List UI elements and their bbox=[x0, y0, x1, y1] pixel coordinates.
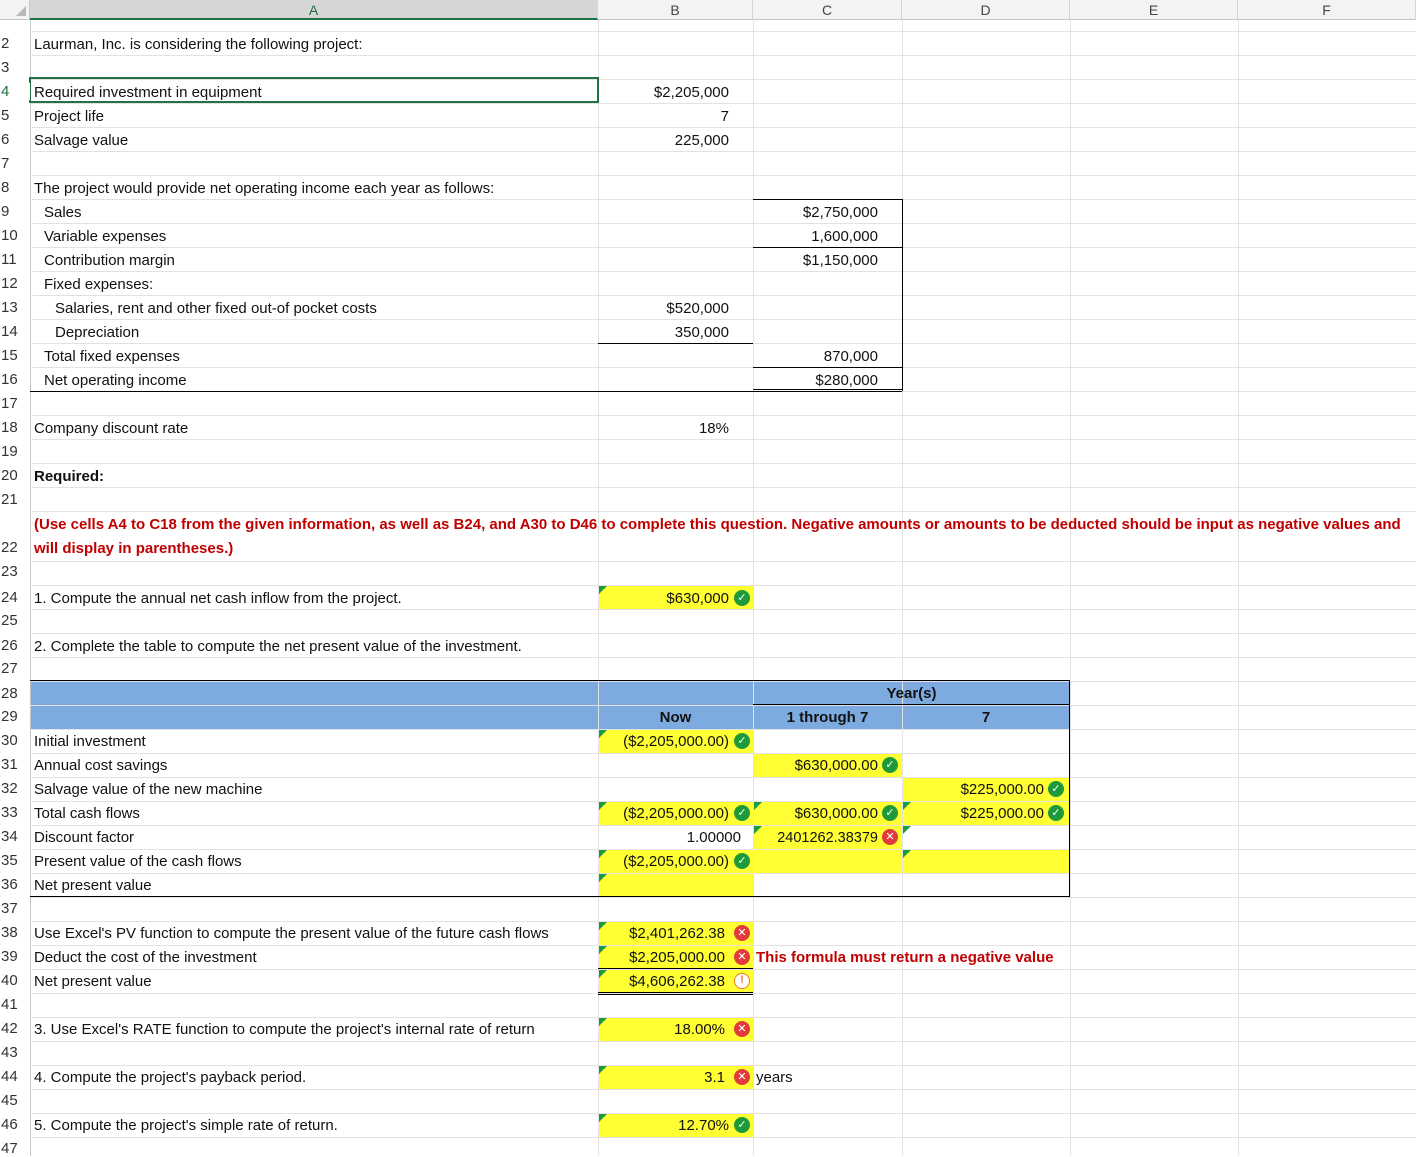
cell-b4[interactable]: $2,205,000 bbox=[653, 84, 729, 101]
row-header[interactable]: 24 bbox=[0, 589, 30, 606]
cell-a8[interactable]: The project would provide net operating income each year as follows: bbox=[34, 180, 495, 197]
cell-b40[interactable]: $4,606,262.38 bbox=[629, 973, 725, 990]
row-header[interactable]: 6 bbox=[0, 131, 30, 148]
gridline-h bbox=[30, 175, 1416, 176]
cell-a34[interactable]: Discount factor bbox=[34, 829, 135, 846]
row-header[interactable]: 37 bbox=[0, 900, 30, 917]
check-icon: ✓ bbox=[1048, 805, 1064, 821]
cell-c11[interactable]: $1,150,000 bbox=[802, 252, 878, 269]
cell-c9[interactable]: $2,750,000 bbox=[802, 204, 878, 221]
row-header[interactable]: 36 bbox=[0, 876, 30, 893]
header-1-through-7: 1 through 7 bbox=[786, 709, 869, 726]
gridline-h bbox=[30, 487, 1416, 488]
row-header[interactable]: 41 bbox=[0, 996, 30, 1013]
cell-c33[interactable]: $630,000.00 bbox=[794, 805, 878, 822]
cell-a39[interactable]: Deduct the cost of the investment bbox=[34, 949, 257, 966]
cell-a35[interactable]: Present value of the cash flows bbox=[34, 853, 242, 870]
row-header[interactable]: 23 bbox=[0, 563, 30, 580]
cell-a22-line1[interactable]: (Use cells A4 to C18 from the given information, as well as B24, and A30 to D46 to complete this question. Negative amounts or amounts to be deducted should be input as negative values and bbox=[34, 516, 1401, 533]
cell-d32[interactable]: $225,000.00 bbox=[960, 781, 1044, 798]
comment-indicator-icon[interactable] bbox=[599, 970, 607, 978]
row-header[interactable]: 45 bbox=[0, 1092, 30, 1109]
column-header-a[interactable]: A bbox=[30, 0, 598, 20]
cell-b38[interactable]: $2,401,262.38 bbox=[629, 925, 725, 942]
gridline-h bbox=[30, 295, 1416, 296]
cell-a5[interactable]: Project life bbox=[34, 108, 105, 125]
cell-c10[interactable]: 1,600,000 bbox=[811, 228, 878, 245]
table-border-top bbox=[30, 680, 1070, 681]
row-header[interactable]: 10 bbox=[0, 227, 30, 244]
cell-a6[interactable]: Salvage value bbox=[34, 132, 129, 149]
cell-a32[interactable]: Salvage value of the new machine bbox=[34, 781, 263, 798]
row-header[interactable]: 20 bbox=[0, 467, 30, 484]
comment-indicator-icon[interactable] bbox=[599, 850, 607, 858]
cell-a15[interactable]: Total fixed expenses bbox=[44, 348, 180, 365]
row-header[interactable]: 22 bbox=[0, 539, 30, 556]
comment-indicator-icon[interactable] bbox=[599, 802, 607, 810]
row-header[interactable]: 7 bbox=[0, 155, 30, 172]
comment-indicator-icon[interactable] bbox=[599, 1114, 607, 1122]
gridline-h bbox=[30, 585, 1416, 586]
row-header[interactable]: 8 bbox=[0, 179, 30, 196]
row-header[interactable]: 12 bbox=[0, 275, 30, 292]
cell-a2[interactable]: Laurman, Inc. is considering the following project: bbox=[34, 36, 363, 53]
row-header[interactable]: 44 bbox=[0, 1068, 30, 1085]
cell-a14[interactable]: Depreciation bbox=[55, 324, 140, 341]
income-box-top bbox=[753, 199, 902, 200]
check-icon: ✓ bbox=[734, 805, 750, 821]
column-header-d[interactable]: D bbox=[902, 0, 1070, 20]
check-icon: ✓ bbox=[734, 590, 750, 606]
row-header[interactable]: 19 bbox=[0, 443, 30, 460]
cell-a42[interactable]: 3. Use Excel's RATE function to compute the project's internal rate of return bbox=[34, 1021, 535, 1038]
row-header[interactable]: 43 bbox=[0, 1044, 30, 1061]
column-header-f[interactable]: F bbox=[1238, 0, 1416, 20]
row-header[interactable]: 9 bbox=[0, 203, 30, 220]
row-header[interactable]: 21 bbox=[0, 491, 30, 508]
gridline-h bbox=[30, 415, 1416, 416]
cell-c16[interactable]: $280,000 bbox=[815, 372, 878, 389]
comment-indicator-icon[interactable] bbox=[599, 1066, 607, 1074]
cell-b5[interactable]: 7 bbox=[720, 108, 729, 125]
cell-b42[interactable]: 18.00% bbox=[674, 1021, 725, 1038]
cell-a33[interactable]: Total cash flows bbox=[34, 805, 140, 822]
gridline-h bbox=[30, 223, 1416, 224]
cell-b46[interactable]: 12.70% bbox=[678, 1117, 729, 1134]
check-icon: ✓ bbox=[882, 757, 898, 773]
cell-b14[interactable]: 350,000 bbox=[674, 324, 729, 341]
row-header[interactable]: 38 bbox=[0, 924, 30, 941]
row-header[interactable]: 35 bbox=[0, 852, 30, 869]
cell-b30[interactable]: ($2,205,000.00) bbox=[623, 733, 729, 750]
comment-indicator-icon[interactable] bbox=[754, 802, 762, 810]
row-header[interactable]: 42 bbox=[0, 1020, 30, 1037]
row-header[interactable]: 4 bbox=[0, 83, 30, 100]
cell-c31[interactable]: $630,000.00 bbox=[794, 757, 878, 774]
cell-a24[interactable]: 1. Compute the annual net cash inflow from the project. bbox=[34, 590, 402, 607]
cell-c15[interactable]: 870,000 bbox=[823, 348, 878, 365]
double-underline bbox=[598, 994, 753, 995]
cross-icon: ✕ bbox=[734, 1021, 750, 1037]
row-header[interactable]: 16 bbox=[0, 371, 30, 388]
cell-d33[interactable]: $225,000.00 bbox=[960, 805, 1044, 822]
row-header[interactable]: 29 bbox=[0, 708, 30, 725]
select-all-corner[interactable] bbox=[0, 0, 30, 20]
cell-a12[interactable]: Fixed expenses: bbox=[44, 276, 154, 293]
row-header[interactable]: 26 bbox=[0, 637, 30, 654]
comment-indicator-icon[interactable] bbox=[599, 1018, 607, 1026]
table-border-bottom bbox=[30, 896, 1070, 897]
check-icon: ✓ bbox=[734, 1117, 750, 1133]
cell-a30[interactable]: Initial investment bbox=[34, 733, 146, 750]
cell-a16[interactable]: Net operating income bbox=[44, 372, 187, 389]
cell-a36[interactable]: Net present value bbox=[34, 877, 152, 894]
comment-indicator-icon[interactable] bbox=[599, 730, 607, 738]
cell-a13[interactable]: Salaries, rent and other fixed out-of pocket costs bbox=[55, 300, 377, 317]
row-header[interactable]: 14 bbox=[0, 323, 30, 340]
cell-a44[interactable]: 4. Compute the project's payback period. bbox=[34, 1069, 307, 1086]
cell-a31[interactable]: Annual cost savings bbox=[34, 757, 168, 774]
gridline-v bbox=[902, 20, 903, 1156]
comment-indicator-icon[interactable] bbox=[903, 850, 911, 858]
row-header[interactable]: 27 bbox=[0, 660, 30, 677]
cross-icon: ✕ bbox=[734, 1069, 750, 1085]
cell-c34[interactable]: 2401262.38379 bbox=[777, 830, 878, 846]
header-years: Year(s) bbox=[886, 685, 937, 702]
cell-a20[interactable]: Required: bbox=[34, 468, 105, 485]
cell-c44[interactable]: years bbox=[756, 1069, 793, 1086]
cell-a9[interactable]: Sales bbox=[44, 204, 82, 221]
row-header[interactable]: 5 bbox=[0, 107, 30, 124]
selected-cell-border bbox=[30, 77, 598, 79]
answer-fill-b36 bbox=[598, 873, 753, 897]
row-header[interactable]: 15 bbox=[0, 347, 30, 364]
cell-b33[interactable]: ($2,205,000.00) bbox=[623, 805, 729, 822]
comment-indicator-icon[interactable] bbox=[599, 874, 607, 882]
comment-indicator-icon[interactable] bbox=[599, 922, 607, 930]
cell-b35[interactable]: ($2,205,000.00) bbox=[623, 853, 729, 870]
comment-indicator-icon[interactable] bbox=[599, 586, 607, 594]
error-note-c39: This formula must return a negative value bbox=[756, 949, 1054, 966]
cell-b34[interactable]: 1.00000 bbox=[686, 829, 741, 846]
row-header[interactable]: 32 bbox=[0, 780, 30, 797]
gridline-h bbox=[30, 79, 1416, 80]
row-header[interactable]: 18 bbox=[0, 419, 30, 436]
check-icon: ✓ bbox=[734, 733, 750, 749]
row-header[interactable]: 2 bbox=[0, 35, 30, 52]
row-header[interactable]: 46 bbox=[0, 1116, 30, 1133]
column-header-e[interactable]: E bbox=[1070, 0, 1238, 20]
column-header-b[interactable]: B bbox=[598, 0, 753, 20]
comment-indicator-icon[interactable] bbox=[903, 802, 911, 810]
gridline-v bbox=[1070, 20, 1071, 1156]
check-icon: ✓ bbox=[1048, 781, 1064, 797]
gridline-v bbox=[753, 20, 754, 1156]
cell-b24[interactable]: $630,000 bbox=[666, 590, 729, 607]
cell-b6[interactable]: 225,000 bbox=[674, 132, 729, 149]
cell-b18[interactable]: 18% bbox=[698, 420, 729, 437]
gridline-h bbox=[30, 633, 1416, 634]
row-header[interactable]: 17 bbox=[0, 395, 30, 412]
row-header[interactable]: 40 bbox=[0, 972, 30, 989]
row-header[interactable]: 39 bbox=[0, 948, 30, 965]
cell-a26[interactable]: 2. Complete the table to compute the net present value of the investment. bbox=[34, 638, 522, 655]
cell-b13[interactable]: $520,000 bbox=[666, 300, 729, 317]
cell-a18[interactable]: Company discount rate bbox=[34, 420, 189, 437]
gridline-h bbox=[30, 681, 1416, 682]
cell-a38[interactable]: Use Excel's PV function to compute the present value of the future cash flows bbox=[34, 925, 549, 942]
gridline-v bbox=[1238, 20, 1239, 1156]
gridline-h bbox=[30, 463, 1416, 464]
check-icon: ✓ bbox=[734, 853, 750, 869]
cell-a46[interactable]: 5. Compute the project's simple rate of return. bbox=[34, 1117, 338, 1134]
gridline-h bbox=[30, 247, 1416, 248]
comment-indicator-icon[interactable] bbox=[754, 826, 762, 834]
row-header[interactable]: 33 bbox=[0, 804, 30, 821]
cell-a11[interactable]: Contribution margin bbox=[44, 252, 175, 269]
cell-b44[interactable]: 3.1 bbox=[704, 1069, 725, 1086]
cell-a4[interactable]: Required investment in equipment bbox=[34, 84, 262, 101]
gridline-h bbox=[30, 561, 1416, 562]
row-header[interactable]: 47 bbox=[0, 1140, 30, 1157]
income-box-right bbox=[902, 199, 903, 391]
row-header[interactable]: 30 bbox=[0, 732, 30, 749]
gridline-h bbox=[30, 511, 1416, 512]
cross-icon: ✕ bbox=[734, 949, 750, 965]
comment-indicator-icon[interactable] bbox=[903, 826, 911, 834]
comment-indicator-icon[interactable] bbox=[599, 946, 607, 954]
gridline-h bbox=[30, 897, 1416, 898]
check-icon: ✓ bbox=[882, 805, 898, 821]
row-header-border bbox=[30, 20, 31, 1156]
column-header-c[interactable]: C bbox=[753, 0, 902, 20]
gridline-h bbox=[30, 367, 1416, 368]
gridline-h bbox=[30, 271, 1416, 272]
row-header[interactable]: 13 bbox=[0, 299, 30, 316]
header-year-7: 7 bbox=[981, 709, 991, 726]
cross-icon: ✕ bbox=[882, 829, 898, 845]
row-header[interactable]: 11 bbox=[0, 251, 30, 268]
cross-icon: ✕ bbox=[734, 925, 750, 941]
row-header[interactable]: 3 bbox=[0, 59, 30, 76]
cell-a22-line2[interactable]: will display in parentheses.) bbox=[34, 540, 234, 557]
gridline-h bbox=[30, 31, 1416, 32]
warning-icon: ! bbox=[734, 973, 750, 989]
header-now: Now bbox=[659, 709, 692, 726]
row-header[interactable]: 34 bbox=[0, 828, 30, 845]
row-header[interactable]: 25 bbox=[0, 612, 30, 629]
cell-b39[interactable]: $2,205,000.00 bbox=[629, 949, 725, 966]
cell-a10[interactable]: Variable expenses bbox=[44, 228, 167, 245]
row-header[interactable]: 31 bbox=[0, 756, 30, 773]
cell-a40[interactable]: Net present value bbox=[34, 973, 152, 990]
row-header[interactable]: 28 bbox=[0, 685, 30, 702]
